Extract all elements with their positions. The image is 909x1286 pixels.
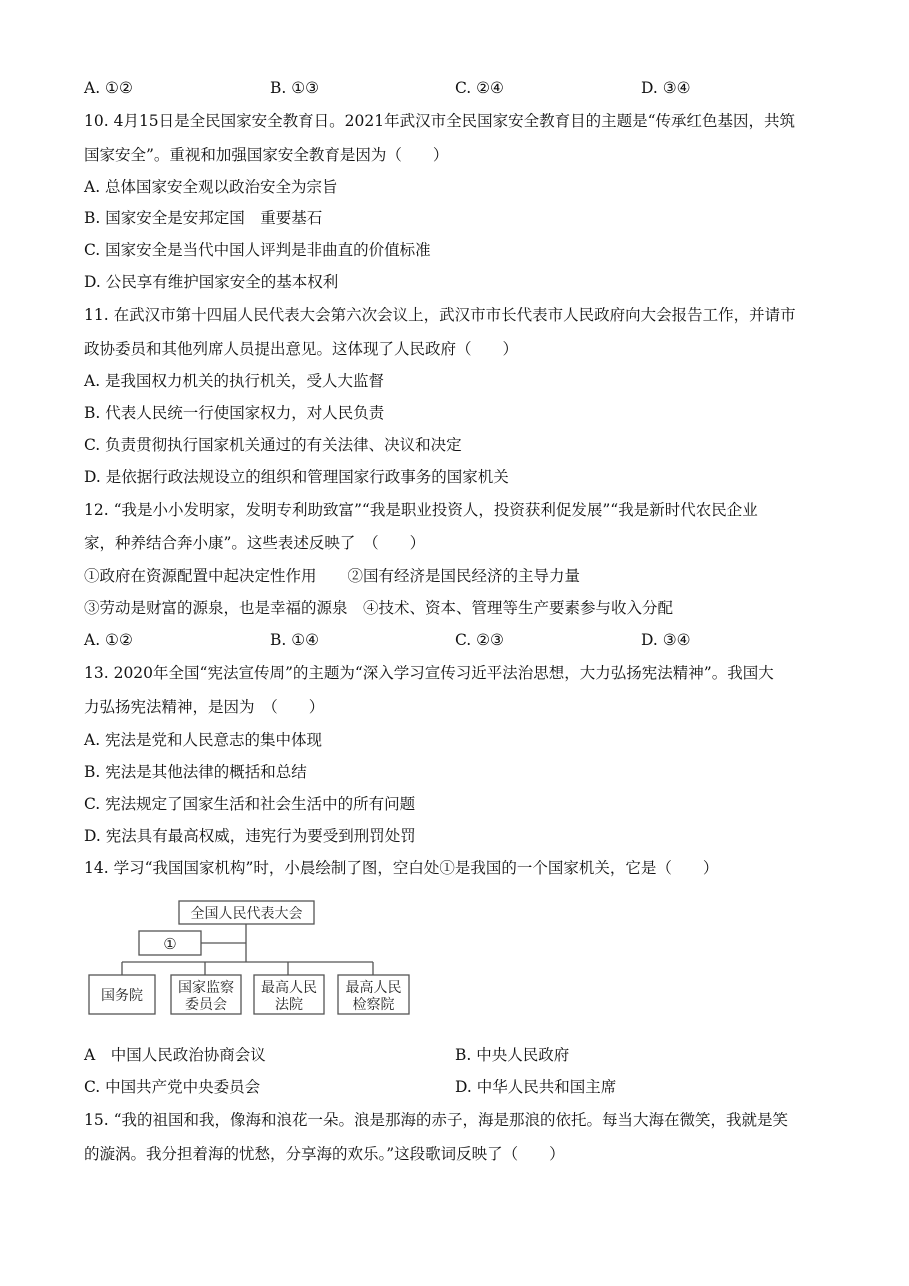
q13-option-d: D. 宪法具有最高权威，违宪行为要受到刑罚处罚 bbox=[84, 827, 416, 845]
q11-stem-line2: 政协委员和其他列席人员提出意见。这体现了人民政府（ ） bbox=[84, 340, 519, 358]
q13-stem-line1: 13. 2020年全国“宪法宣传周”的主题为“深入学习宣传习近平法治思想，大力弘扬宪法精神”。我国大 bbox=[84, 664, 774, 682]
diagram-top-box-label: 全国人民代表大会 bbox=[190, 906, 303, 922]
diagram-box-state-council: 国务院 bbox=[101, 988, 143, 1004]
q14-stem: 14. 学习“我国国家机构”时，小晨绘制了图，空白处①是我国的一个国家机关，它是（ ） bbox=[84, 859, 719, 877]
q13-option-c: C. 宪法规定了国家生活和社会生活中的所有问题 bbox=[84, 795, 416, 813]
q12-option-a: A. ①② bbox=[84, 631, 133, 649]
q10-option-a: A. 总体国家安全观以政治安全为宗旨 bbox=[84, 178, 338, 196]
q11-option-b: B. 代表人民统一行使国家权力，对人民负责 bbox=[84, 404, 385, 422]
q10-option-b: B. 国家安全是安邦定国 重要基石 bbox=[84, 209, 323, 227]
q9-option-b: B. ①③ bbox=[270, 79, 320, 97]
q9-option-a: A. ①② bbox=[84, 79, 133, 97]
diagram-box-court-line2: 法院 bbox=[275, 997, 303, 1013]
q10-option-d: D. 公民享有维护国家安全的基本权利 bbox=[84, 273, 339, 291]
q12-option-b: B. ①④ bbox=[270, 631, 320, 649]
q15-stem-line1: 15. “我的祖国和我，像海和浪花一朵。浪是那海的赤子，海是那浪的依托。每当大海在微笑，我就是笑 bbox=[84, 1111, 789, 1129]
q11-stem-line1: 11. 在武汉市第十四届人民代表大会第六次会议上，武汉市市长代表市人民政府向大会报告工作，并请市 bbox=[84, 306, 796, 324]
q13-stem-line2: 力弘扬宪法精神，是因为 （ ） bbox=[84, 698, 325, 716]
q15-stem-line2: 的漩涡。我分担着海的忧愁，分享海的欢乐。”这段歌词反映了（ ） bbox=[84, 1145, 565, 1163]
diagram-blank-box-label: ① bbox=[163, 935, 177, 953]
q12-option-c: C. ②③ bbox=[455, 631, 504, 649]
q14-option-c: C. 中国共产党中央委员会 bbox=[84, 1078, 261, 1096]
q10-option-c: C. 国家安全是当代中国人评判是非曲直的价值标准 bbox=[84, 241, 431, 259]
diagram-box-court-line1: 最高人民 bbox=[261, 980, 317, 996]
q10-stem-line2: 国家安全”。重视和加强国家安全教育是因为（ ） bbox=[84, 146, 449, 164]
q12-stem-line1: 12. “我是小小发明家，发明专利助致富”“我是职业投资人，投资获利促发展”“我是新时代农民企业 bbox=[84, 501, 758, 519]
q12-statements-line2: ③劳动是财富的源泉，也是幸福的源泉 ④技术、资本、管理等生产要素参与收入分配 bbox=[84, 599, 674, 617]
q10-stem-line1: 10. 4月15日是全民国家安全教育日。2021年武汉市全民国家安全教育目的主题是“传承红色基因，共筑 bbox=[84, 112, 796, 130]
state-organs-diagram bbox=[84, 895, 414, 1025]
diagram-box-procuratorate-line2: 检察院 bbox=[352, 997, 395, 1013]
q13-option-b: B. 宪法是其他法律的概括和总结 bbox=[84, 763, 307, 781]
q14-option-d: D. 中华人民共和国主席 bbox=[455, 1078, 617, 1096]
diagram-box-supervisory-line1: 国家监察 bbox=[178, 980, 234, 996]
diagram-box-supervisory-line2: 委员会 bbox=[185, 997, 227, 1013]
q9-option-c: C. ②④ bbox=[455, 79, 504, 97]
q12-statements-line1: ①政府在资源配置中起决定性作用 ②国有经济是国民经济的主导力量 bbox=[84, 567, 581, 585]
q14-option-a: A 中国人民政治协商会议 bbox=[84, 1046, 266, 1064]
q11-option-c: C. 负责贯彻执行国家机关通过的有关法律、决议和决定 bbox=[84, 436, 462, 454]
q12-option-d: D. ③④ bbox=[641, 631, 691, 649]
q9-option-d: D. ③④ bbox=[641, 79, 691, 97]
q13-option-a: A. 宪法是党和人民意志的集中体现 bbox=[84, 731, 323, 749]
q11-option-a: A. 是我国权力机关的执行机关，受人大监督 bbox=[84, 372, 385, 390]
q14-option-b: B. 中央人民政府 bbox=[455, 1046, 570, 1064]
q12-stem-line2: 家，种养结合奔小康”。这些表述反映了 （ ） bbox=[84, 534, 426, 552]
diagram-box-procuratorate-line1: 最高人民 bbox=[345, 980, 402, 996]
q11-option-d: D. 是依据行政法规设立的组织和管理国家行政事务的国家机关 bbox=[84, 468, 509, 486]
